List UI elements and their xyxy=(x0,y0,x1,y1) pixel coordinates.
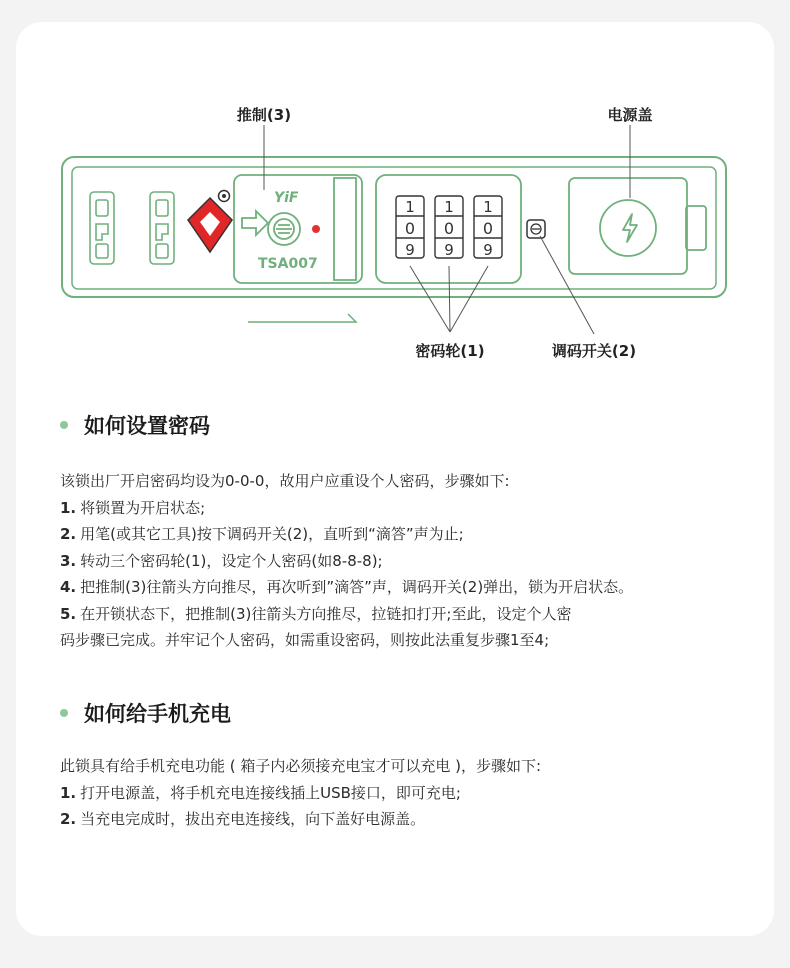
wheel-2-digit-top: 1 xyxy=(444,198,454,216)
wheel-1-digit-bot: 9 xyxy=(405,241,415,259)
label-code-switch: 调码开关(2) xyxy=(551,342,637,360)
bullet-icon xyxy=(60,709,68,717)
lightning-icon xyxy=(623,214,637,242)
step-text: 在开锁状态下，把推制(3)往箭头方向推尽，拉链扣打开;至此，设定个人密 xyxy=(80,604,572,623)
status-dot xyxy=(312,225,320,233)
wheel-3-digit-bot: 9 xyxy=(483,241,493,259)
push-arrow-icon xyxy=(248,314,356,322)
password-step-5 xyxy=(60,601,760,628)
code-switch-icon xyxy=(527,220,545,238)
step-text: 将锁置为开启状态; xyxy=(80,498,206,517)
step-number: 2. xyxy=(60,810,77,828)
wheel-2-digit-mid: 0 xyxy=(443,219,455,238)
zipper-slot-right xyxy=(150,192,174,264)
charging-step-1 xyxy=(60,780,760,807)
wheel-1-digit-mid: 0 xyxy=(404,219,416,238)
step-text: 打开电源盖，将手机充电连接线插上USB接口，即可充电; xyxy=(80,783,461,802)
step-number: 5. xyxy=(60,604,77,623)
step-text: 当充电完成时，拔出充电连接线，向下盖好电源盖。 xyxy=(80,810,426,828)
lock-diagram xyxy=(16,22,774,382)
wheel-2-digit-bot: 9 xyxy=(444,241,454,259)
password-step-1 xyxy=(60,495,760,522)
wheel-3-digit-mid: 0 xyxy=(482,219,494,238)
label-pusher: 推制(3) xyxy=(236,106,292,124)
section-title-charging xyxy=(60,698,231,728)
pusher xyxy=(234,175,362,283)
label-code-wheel: 密码轮(1) xyxy=(415,342,485,360)
section-title-text: 如何设置密码 xyxy=(84,414,210,438)
step-number: 1. xyxy=(60,498,77,517)
code-wheel-1 xyxy=(396,196,424,259)
section-title-password xyxy=(60,410,210,440)
label-power-cover: 电源盖 xyxy=(607,106,653,124)
step-number: 3. xyxy=(60,551,77,570)
step-text: 用笔(或其它工具)按下调码开关(2)，直听到“滴答”声为止; xyxy=(80,525,464,543)
password-step-5-continuation: 码步骤已完成。并牢记个人密码，如需重设密码，则按此法重复步骤1至4; xyxy=(60,631,550,649)
charging-step-2 xyxy=(60,806,760,833)
charging-intro: 此锁具有给手机充电功能 ( 箱子内必须接充电宝才可以充电 )，步骤如下: xyxy=(60,757,542,775)
step-text: 转动三个密码轮(1)，设定个人密码(如8-8-8); xyxy=(80,551,383,570)
power-cover xyxy=(569,178,706,274)
section-title-text: 如何给手机充电 xyxy=(84,702,231,726)
password-instructions xyxy=(60,468,760,654)
bullet-icon xyxy=(60,421,68,429)
code-wheel-2 xyxy=(435,196,463,259)
password-step-3 xyxy=(60,548,760,575)
password-intro: 该锁出厂开启密码均设为0-0-0，故用户应重设个人密码，步骤如下: xyxy=(60,472,510,490)
step-number: 2. xyxy=(60,525,77,543)
password-step-4 xyxy=(60,574,760,601)
tsa-logo-icon xyxy=(188,191,232,253)
lock-brand: YiF xyxy=(274,190,299,206)
zipper-slot-left xyxy=(90,192,114,264)
step-number: 1. xyxy=(60,783,77,802)
lock-model: TSA007 xyxy=(258,256,318,272)
step-text: 把推制(3)往箭头方向推尽，再次听到”滴答”声，调码开关(2)弹出，锁为开启状态。 xyxy=(80,578,634,596)
wheel-1-digit-top: 1 xyxy=(405,198,415,216)
content-card xyxy=(16,22,774,936)
charging-instructions xyxy=(60,753,760,833)
password-step-2 xyxy=(60,521,760,548)
step-number: 4. xyxy=(60,578,77,596)
wheel-3-digit-top: 1 xyxy=(483,198,493,216)
code-wheel-3 xyxy=(474,196,502,259)
